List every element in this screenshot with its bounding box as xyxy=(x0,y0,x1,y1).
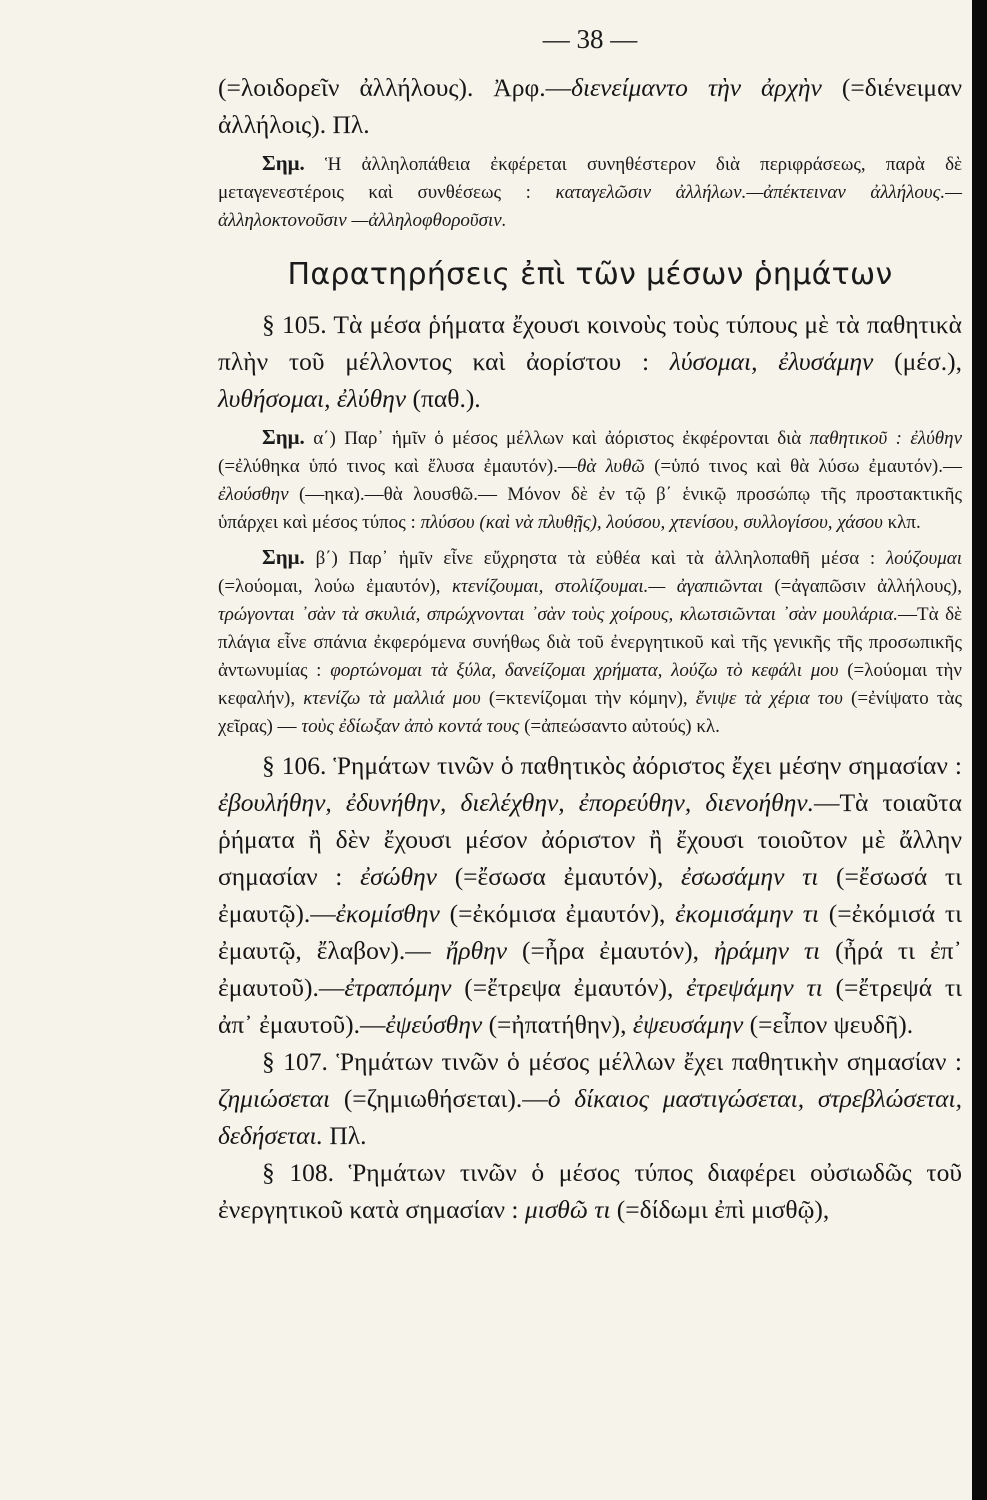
section-number: § 107. xyxy=(262,1047,328,1076)
text-run: Πλ. xyxy=(329,1121,367,1150)
text-run: (=ἐκόμισα ἐμαυτόν), xyxy=(449,899,666,928)
italic-run: ἐσώθην xyxy=(360,862,437,891)
italic-run: λύσομαι, ἐλυσάμην xyxy=(669,347,874,376)
text-run: (=ἐνίψατο τὰς χεῖρας) — xyxy=(218,688,963,737)
italic-run: τρώγονται ᾿σὰν τὰ σκυλιά, σπρώχνονται ᾿σὰν τοὺς χοίρους, κλωτσιῶνται ᾿σὰν μουλάρια. xyxy=(218,604,899,625)
note-label: Σημ. xyxy=(262,545,305,569)
text-run: (=ἔτρεψά τι ἀπ᾿ ἐμαυτοῦ).— xyxy=(218,973,963,1039)
text-run: (=ἐκόμισά τι ἐμαυτῷ, ἔλαβον).— xyxy=(218,899,962,965)
text-run: (=δίδωμι ἐπὶ μισθῷ), xyxy=(616,1195,830,1224)
text-run: —Τὰ τοιαῦτα ῥήματα ἢ δὲν ἔχουσι μέσον ἀόριστον ἢ ἔχουσι τοιοῦτον μὲ ἄλλην σημασίαν : xyxy=(218,788,962,891)
italic-run: ἠράμην τι xyxy=(713,936,821,965)
italic-run: ἐψευσάμην xyxy=(632,1010,744,1039)
text-run: Ῥημάτων τινῶν ὁ μέσος τύπος διαφέρει οὐσιωδῶς τοῦ ἐνεργητικοῦ κατὰ σημασίαν : xyxy=(218,1158,963,1224)
italic-run: τοὺς ἐδίωξαν ἀπὸ κοντά τους xyxy=(301,716,520,737)
italic-run: ἐψεύσθην xyxy=(385,1010,483,1039)
italic-run: κτενίζω τὰ μαλλιά μου xyxy=(303,688,481,709)
text-run: (=ἀπεώσαντο αὐτούς) κλ. xyxy=(524,716,720,737)
page-number: — 38 — xyxy=(542,24,638,54)
text-run: (=κτενίζομαι τὴν κόμην), xyxy=(488,688,688,709)
section-108 xyxy=(218,1154,962,1228)
section-number: § 105. xyxy=(262,310,327,339)
note-a xyxy=(218,423,962,537)
text-run: (ἦρά τι ἐπ᾿ ἐμαυτοῦ).— xyxy=(218,936,963,1002)
italic-run: λούζουμαι xyxy=(885,548,963,569)
note-label: Σημ. xyxy=(262,151,305,175)
text-run: Ῥημάτων τινῶν ὁ μέσος μέλλων ἔχει παθητικὴν σημασίαν : xyxy=(336,1047,963,1076)
italic-run: φορτώνομαι τὰ ξύλα, δανείζομαι χρήματα, λούζω τὸ κεφάλι μου xyxy=(330,660,839,681)
paragraph-top xyxy=(218,69,962,143)
text-run: Ῥημάτων τινῶν ὁ παθητικὸς ἀόριστος ἔχει μέσην σημασίαν : xyxy=(333,751,963,780)
text-run: (=λούομαι τὴν κεφαλήν), xyxy=(218,660,963,709)
text-run: (=ἔτρεψα ἐμαυτόν), xyxy=(464,973,674,1002)
italic-run: ὁ δίκαιος μαστιγώσεται, στρεβλώσεται, δεδήσεται. xyxy=(218,1084,963,1150)
section-heading: Παρατηρήσεις ἐπὶ τῶν μέσων ῥημάτων xyxy=(287,257,893,292)
italic-run: διενείμαντο τὴν ἀρχὴν xyxy=(571,73,822,102)
italic-run: ἐκομίσθην xyxy=(335,899,440,928)
text-run: (=ζημιωθήσεται).— xyxy=(343,1084,548,1113)
text-run: κλπ. xyxy=(887,512,921,533)
text-run: Ἡ ἀλληλοπάθεια ἐκφέρεται συνηθέστερον διὰ περιφράσεως, παρὰ δὲ μεταγενεστέροις καὶ συνθέσεως : xyxy=(218,154,962,203)
note-b xyxy=(218,543,962,741)
italic-run: καταγελῶσιν ἀλλήλων.—ἀπέκτειναν ἀλλήλους.—ἀλληλοκτονοῦσιν —ἀλληλοφθοροῦσιν. xyxy=(218,182,963,231)
italic-run: λυθήσομαι, ἐλύθην xyxy=(218,384,407,413)
italic-run: παθητικοῦ : ἐλύθην xyxy=(809,428,962,449)
text-run: (=ἀγαπῶσιν ἀλλήλους), xyxy=(774,576,963,597)
text-run: α΄) Παρ᾿ ἡμῖν ὁ μέσος μέλλων καὶ ἀόριστος ἐκφέρονται διὰ xyxy=(313,428,802,449)
note-label: Σημ. xyxy=(262,425,305,449)
italic-run: ἐτρεψάμην τι xyxy=(686,973,823,1002)
section-107 xyxy=(218,1043,962,1154)
text-run: (=διένειμαν ἀλλήλοις). Πλ. xyxy=(218,73,962,139)
section-number: § 108. xyxy=(262,1158,334,1187)
italic-run: μισθῶ τι xyxy=(524,1195,611,1224)
italic-run: ἐλούσθην xyxy=(218,484,289,505)
italic-run: ἐσωσάμην τι xyxy=(681,862,819,891)
text-run: (=ὑπό τινος καὶ θὰ λύσω ἐμαυτόν).— xyxy=(654,456,962,477)
section-number: § 106. xyxy=(262,751,327,780)
italic-run: πλύσου (καὶ νὰ πλυθῇς), λούσου, χτενίσου, συλλογίσου, χάσου xyxy=(420,512,883,533)
text-run: (=ἦρα ἐμαυτόν), xyxy=(522,936,700,965)
text-run: (=ἐλύθηκα ὑπό τινος καὶ ἔλυσα ἐμαυτόν).— xyxy=(218,456,577,477)
text-run: (=ἔσωσά τι ἐμαυτῷ).— xyxy=(218,862,963,928)
text-run: β΄) Παρ᾿ ἡμῖν εἶνε εὔχρηστα τὰ εὐθέα καὶ τὰ ἀλληλοπαθῆ μέσα : xyxy=(315,548,876,569)
text-run: (=λοιδορεῖν ἀλλήλους). Ἀρφ.— xyxy=(218,73,572,102)
italic-run: θὰ λυθῶ xyxy=(576,456,645,477)
italic-run: ἔνιψε τὰ χέρια του xyxy=(695,688,843,709)
text-run: —Τὰ δὲ πλάγια εἶνε σπάνια ἐκφερόμενα συνήθως διὰ τοῦ ἐνεργητικοῦ καὶ τῆς γενικῆς τῆς προσωπικῆς ἀντωνυμίας : xyxy=(218,604,962,681)
note-0 xyxy=(218,149,962,235)
text-run: (=εἶπον ψευδῆ). xyxy=(749,1010,914,1039)
text-run: Τὰ μέσα ῥήματα ἔχουσι κοινοὺς τοὺς τύπους μὲ τὰ παθητικὰ πλὴν τοῦ μέλλοντος καὶ ἀορίστου : xyxy=(218,310,962,376)
italic-run: ἐκομισάμην τι xyxy=(675,899,819,928)
section-106 xyxy=(218,747,962,1043)
text-run: (μέσ.), xyxy=(894,347,962,376)
text-run: (=ἔσωσα ἐμαυτόν), xyxy=(454,862,664,891)
text-run: (—ηκα).—θὰ λουσθῶ.— Μόνον δὲ ἐν τῷ β΄ ἑνικῷ προσώπῳ τῆς προστακτικῆς ὑπάρχει καὶ μέσος τύπος : xyxy=(218,484,962,533)
italic-run: ἐτραπόμην xyxy=(344,973,452,1002)
italic-run: ἐβουλήθην, ἐδυνήθην, διελέχθην, ἐπορεύθην, διενοήθην. xyxy=(218,788,814,817)
italic-run: κτενίζουμαι, στολίζουμαι.— ἀγαπιῶνται xyxy=(451,576,763,597)
section-105 xyxy=(218,306,962,417)
text-run: (παθ.). xyxy=(412,384,481,413)
italic-run: ζημιώσεται xyxy=(218,1084,331,1113)
italic-run: ἤρθην xyxy=(445,936,508,965)
text-run: (=λούομαι, λούω ἐμαυτόν), xyxy=(218,576,441,597)
text-run: (=ἠπατήθην), xyxy=(488,1010,627,1039)
